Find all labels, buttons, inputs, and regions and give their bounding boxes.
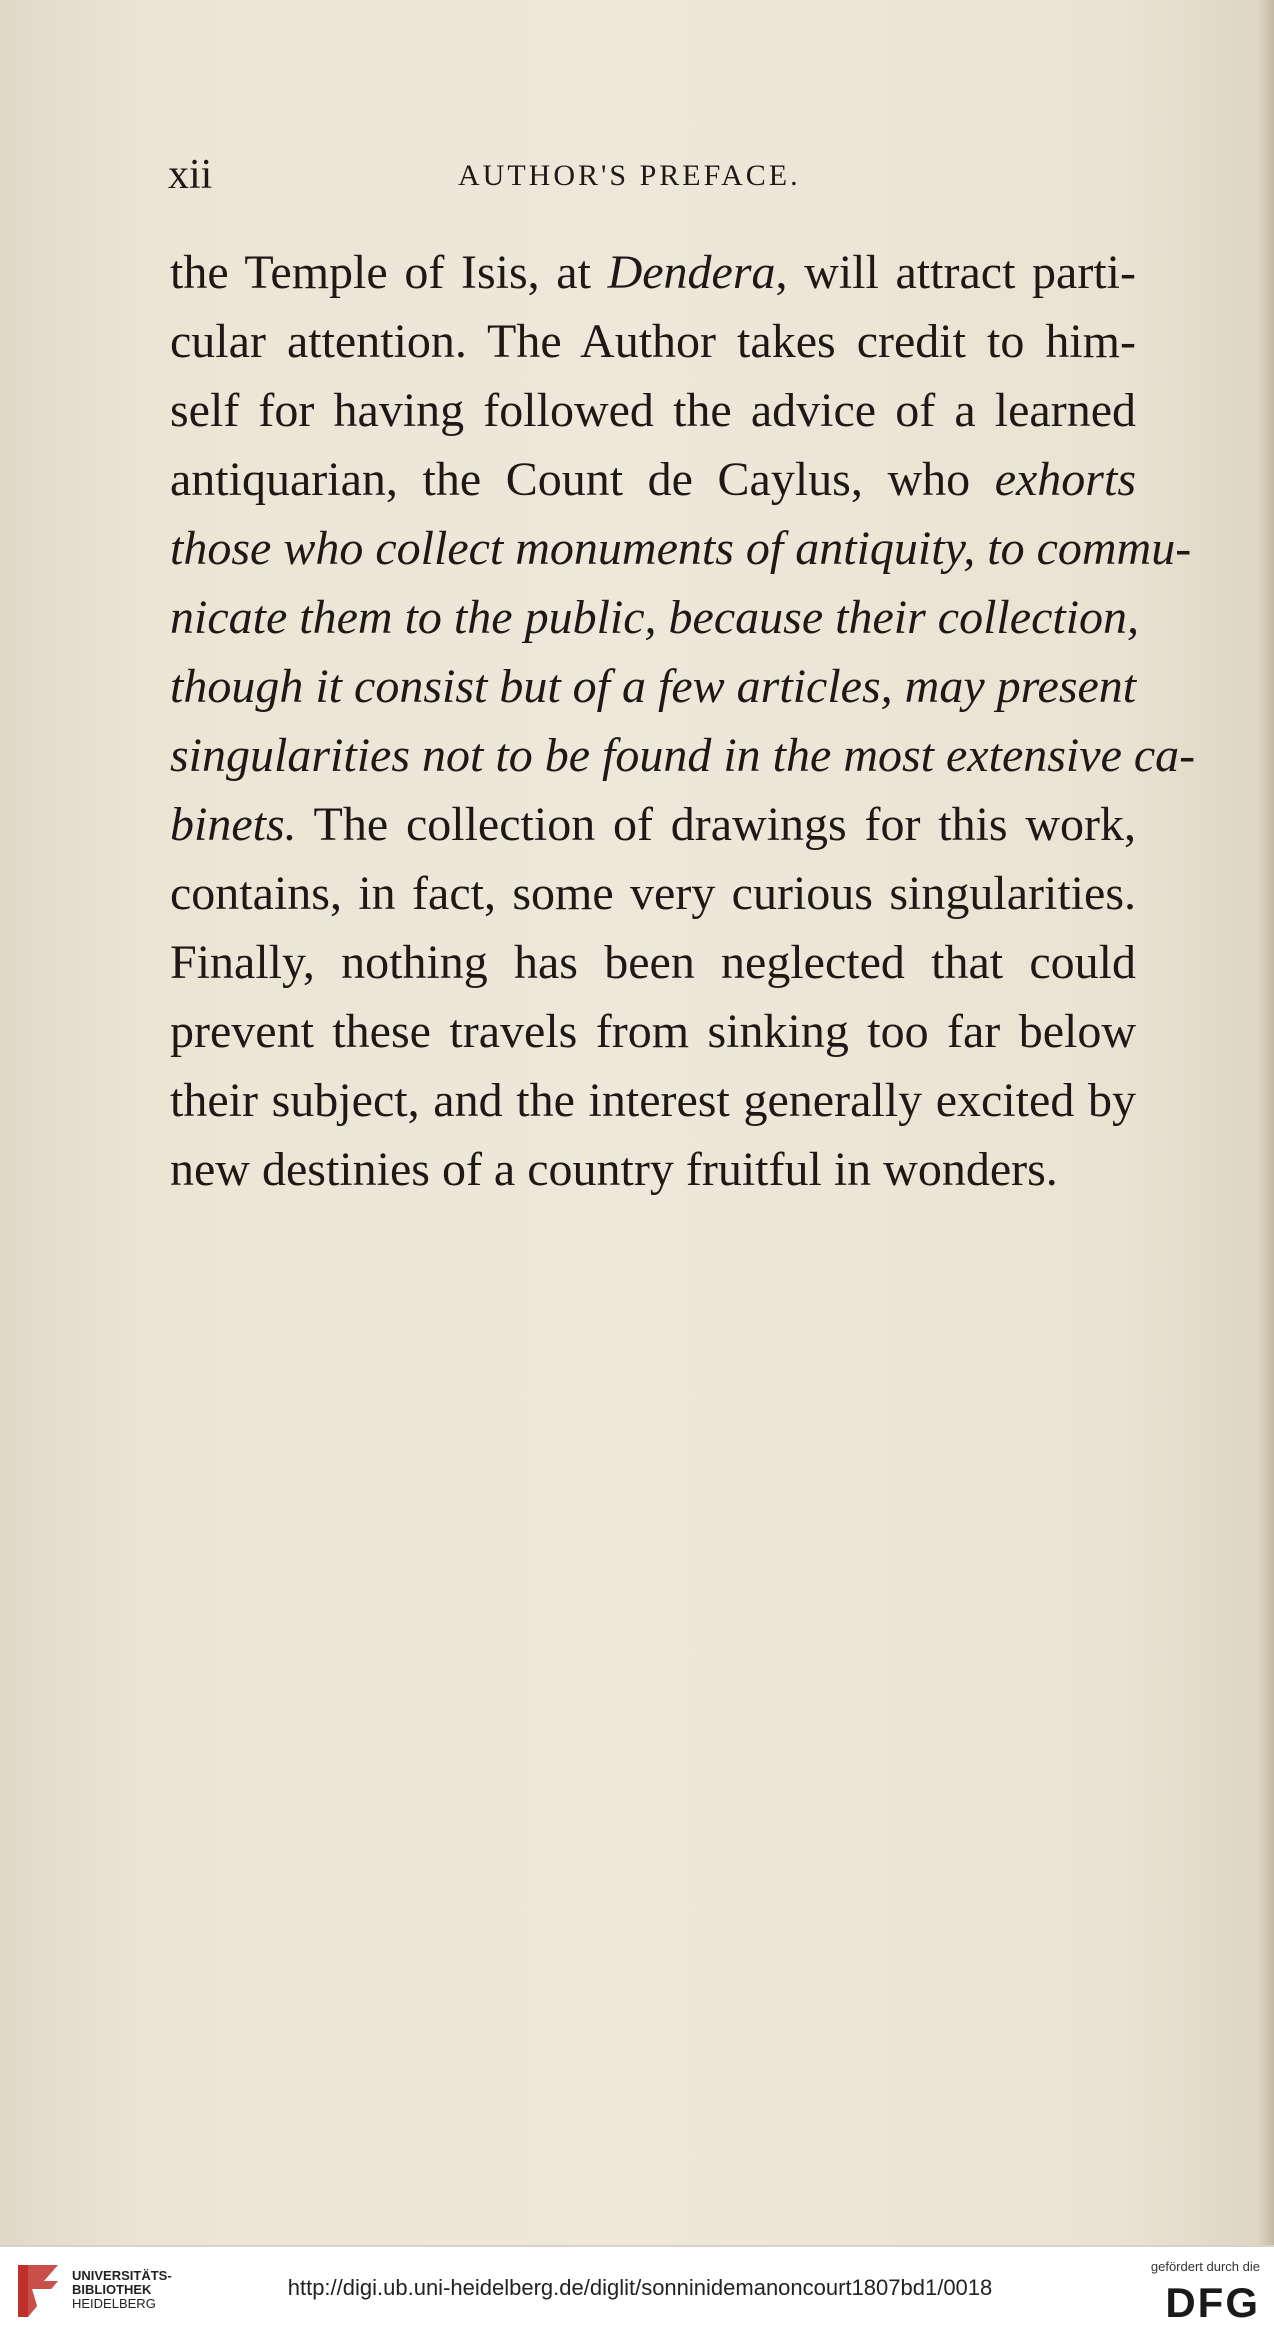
funding-caption: gefördert durch die <box>1150 2259 1260 2274</box>
text-line <box>170 652 1136 721</box>
italic-segment: nicate them to the public, because their collection, <box>170 591 1140 644</box>
text-line <box>170 445 1136 514</box>
text-line <box>170 238 1136 307</box>
italic-segment: those who collect monuments of antiquity, to commu- <box>170 522 1192 575</box>
page-edge-shadow <box>1258 0 1274 2245</box>
text-line <box>170 1135 1136 1204</box>
italic-segment: exhorts <box>994 453 1136 506</box>
page-header <box>168 150 1136 200</box>
page-number: xii <box>168 152 213 198</box>
text-segment: new destinies of a country fruitful in wonders. <box>170 1143 1058 1196</box>
italic-segment: singularities not to be found in the most extensive ca- <box>170 729 1196 782</box>
text-segment: prevent these travels from sinking too far below <box>170 1005 1136 1058</box>
preface-text <box>170 238 1196 1204</box>
text-line <box>170 928 1136 997</box>
text-segment: The collection of drawings for this work, <box>296 798 1136 851</box>
text-line <box>170 997 1136 1066</box>
running-head: AUTHOR'S PREFACE. <box>458 159 801 192</box>
text-segment: cular attention. The Author takes credit to him- <box>170 315 1136 368</box>
text-line <box>170 859 1136 928</box>
digitization-footer <box>0 2245 1274 2333</box>
text-line <box>170 790 1136 859</box>
text-segment: antiquarian, the Count de Caylus, who <box>170 453 995 506</box>
institution-name: UNIVERSITÄTS- BIBLIOTHEK HEIDELBERG <box>72 2268 172 2311</box>
dfg-logo: DFG <box>1165 2279 1260 2326</box>
text-line <box>170 583 1140 652</box>
text-line <box>170 307 1136 376</box>
permalink-url[interactable]: http://digi.ub.uni-heidelberg.de/diglit/sonninidemanoncourt1807bd1/0018 <box>287 2275 993 2300</box>
text-line <box>170 1066 1136 1135</box>
text-line <box>170 376 1136 445</box>
text-segment: Finally, nothing has been neglected that could <box>170 936 1136 989</box>
italic-segment: Dendera <box>607 246 776 299</box>
text-line <box>170 721 1196 790</box>
text-segment: self for having followed the advice of a learned <box>170 384 1136 437</box>
text-segment: the Temple of Isis, at <box>170 246 608 299</box>
text-segment: contains, in fact, some very curious singularities. <box>170 867 1136 920</box>
text-segment: their subject, and the interest generally excited by <box>170 1074 1136 1127</box>
text-segment: , will attract parti- <box>775 246 1136 299</box>
text-line <box>170 514 1192 583</box>
university-library-logo-icon <box>14 2259 64 2321</box>
italic-segment: though it consist but of a few articles, may present <box>170 660 1137 713</box>
italic-segment: binets. <box>170 798 297 851</box>
